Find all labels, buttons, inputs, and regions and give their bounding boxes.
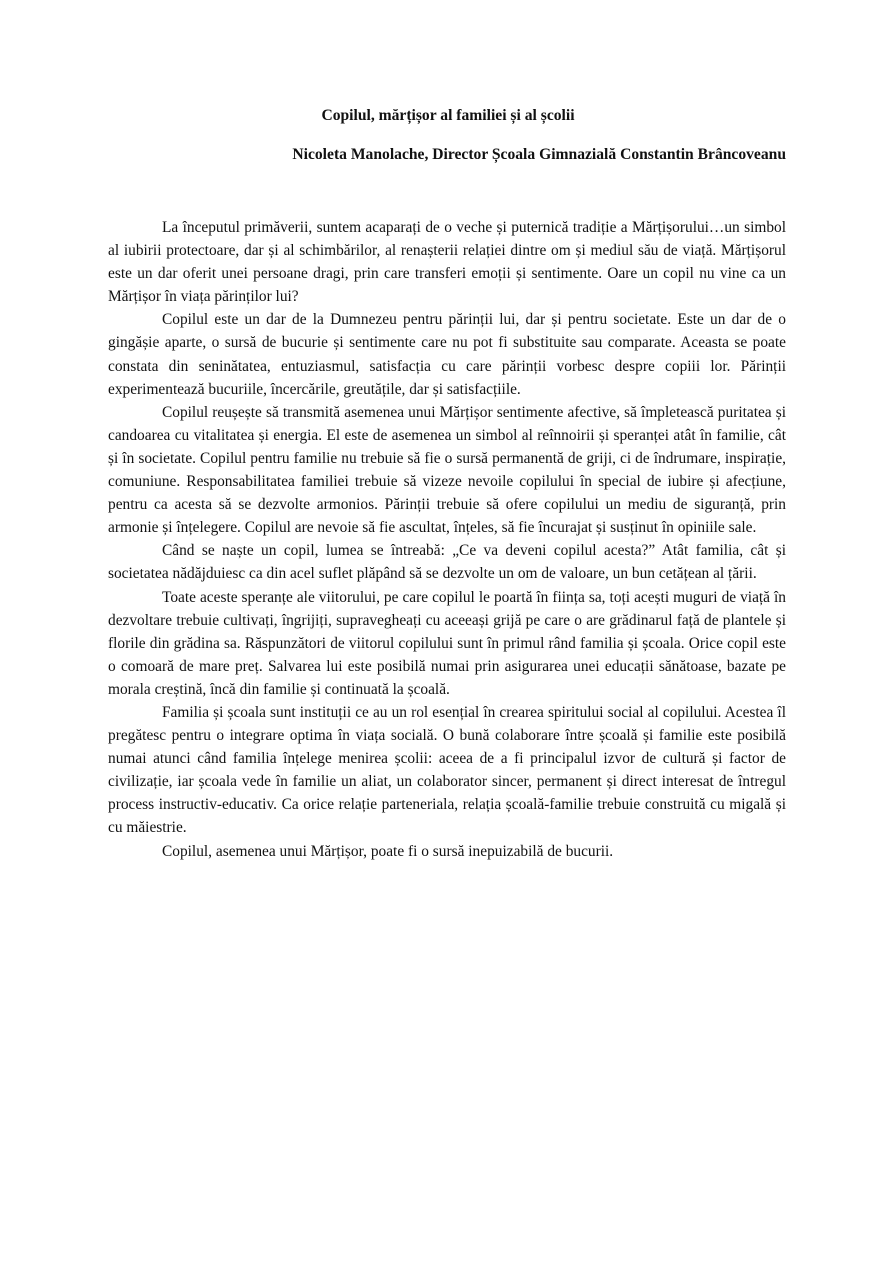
paragraph: Copilul este un dar de la Dumnezeu pentru părinții lui, dar și pentru societate. Este un dar de o gingășie aparte, o sursă de bucurie și sentimente care nu pot fi substituite sau comparate. Aceasta se poate constata din seninătatea, entuziasmul, satisfacția cu care părinții vorbesc despre copiii lor. Părinții experimentează bucuriile, încercările, greutățile, dar și satisfacțiile. [108, 311, 786, 398]
document-body [108, 216, 786, 863]
document-title: Copilul, mărțișor al familiei și al școlii [321, 107, 575, 124]
paragraph: Copilul reușește să transmită asemenea unui Mărțișor sentimente afective, să împletească puritatea și candoarea cu vitalitatea și energia. El este de asemenea un simbol al reînnoirii și speranței atât în familie, cât și în societate. Copilul pentru familie nu trebuie să fie o sursă permanentă de griji, ci de îndrumare, inspirație, comuniune. Responsabilitatea familiei trebuie să vizeze nevoile copilului în special de iubire și afecțiune, pentru ca acesta să se dezvolte armonios. Părinții trebuie să ofere copilului un mediu de siguranță, prin armonie și înțelegere. Copilul are nevoie să fie ascultat, înțeles, să fie încurajat și susținut în opiniile sale. [108, 403, 786, 537]
paragraph: Familia și școala sunt instituții ce au un rol esențial în crearea spiritului social al copilului. Acestea îl pregătesc pentru o integrare optima în viața socială. O bună colaborare între școală și familie este posibilă numai atunci când familia înțelege menirea școlii: aceea de a fi principalul izvor de cultură și factor de civilizație, iar școala vede în familie un aliat, un colaborator sincer, permanent și direct interesat de întregul process instructiv-educativ. Ca orice relație parteneriala, relația școală-familie trebuie construită cu migală și cu măiestrie. [108, 703, 786, 837]
document-author: Nicoleta Manolache, Director Școala Gimnazială Constantin Brâncoveanu [292, 146, 786, 163]
paragraph: Toate aceste speranțe ale viitorului, pe care copilul le poartă în ființa sa, toți acești muguri de viață în dezvoltare trebuie cultivați, îngrijiți, supravegheați cu aceeași grijă pe care o are grădinarul față de plantele și florile din grădina sa. Răspunzători de viitorul copilului sunt în primul rând familia și școala. Orice copil este o comoară de mare preț. Salvarea lui este posibilă numai prin asigurarea unei educații sănătoase, bazate pe morala creștină, încă din familie și continuată la școală. [108, 588, 786, 698]
paragraph: La începutul primăverii, suntem acaparați de o veche și puternică tradiție a Mărțișorului…un simbol al iubirii protectoare, dar și al schimbărilor, al renașterii relației dintre om și mediul său de viață. Mărțișorul este un dar oferit unei persoane dragi, prin care transferi emoții și sentimente. Oare un copil nu vine ca un Mărțișor în viața părinților lui? [108, 219, 786, 306]
paragraph: Când se naște un copil, lumea se întreabă: „Ce va deveni copilul acesta?” Atât familia, cât și societatea nădăjduiesc ca din acel suflet plăpând să se dezvolte un om de valoare, un bun cetățean al țării. [108, 542, 786, 583]
paragraph: Copilul, asemenea unui Mărțișor, poate fi o sursă inepuizabilă de bucurii. [162, 842, 614, 860]
